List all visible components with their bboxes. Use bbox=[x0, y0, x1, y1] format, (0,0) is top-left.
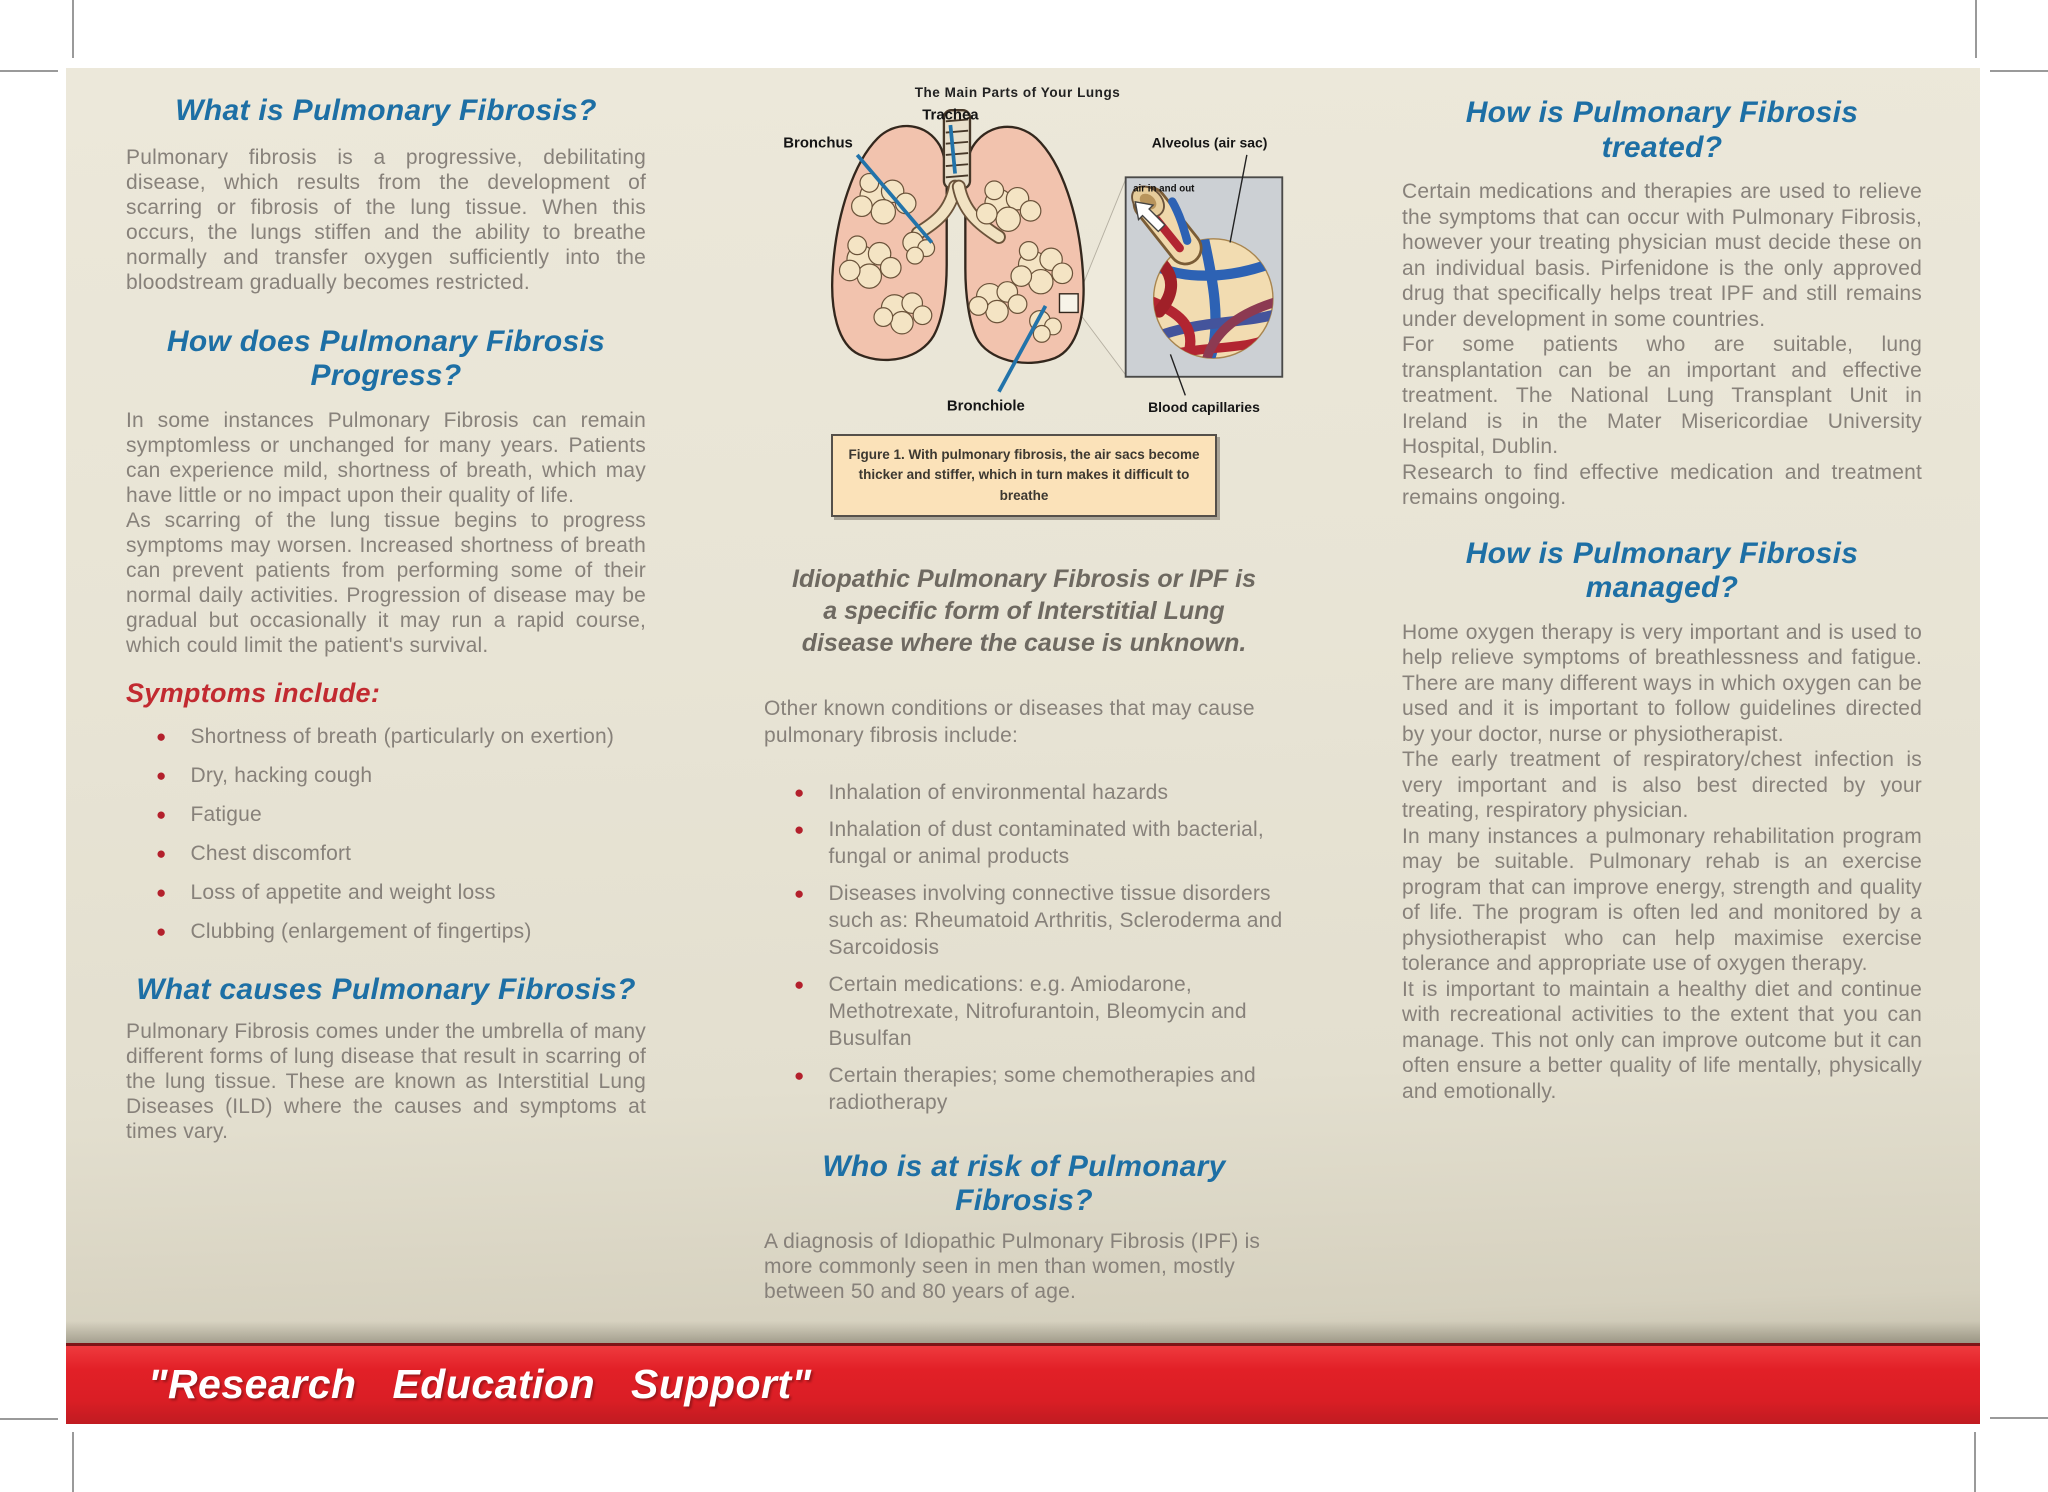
bronchus-label: Bronchus bbox=[783, 135, 853, 152]
bullet-icon: ● bbox=[156, 726, 167, 746]
list-item bbox=[126, 762, 646, 789]
panel-diagram bbox=[704, 68, 1342, 1343]
cause-text: Inhalation of environmental hazards bbox=[828, 780, 1169, 804]
bullet-icon: ● bbox=[794, 974, 805, 994]
alveolus-label: Alveolus (air sac) bbox=[1151, 134, 1268, 151]
heading-risk: Who is at risk of Pulmonary Fibrosis? bbox=[822, 1149, 1226, 1218]
list-item bbox=[764, 880, 1284, 961]
symptom-text: Fatigue bbox=[190, 802, 262, 826]
crop-mark bbox=[0, 70, 58, 72]
panel-what-is bbox=[66, 68, 704, 1343]
paragraph-causes: Pulmonary Fibrosis comes under the umbrella of many different forms of lung disease that result in scarring of the lung tissue. These are known as Interstitial Lung Diseases (ILD) where the causes and symptoms at times vary. bbox=[126, 1020, 646, 1143]
symptoms-list bbox=[126, 723, 646, 945]
alveolus-inset bbox=[1126, 177, 1283, 376]
paragraph-treated-2: For some patients who are suitable, lung transplantation can be an important and effective treatment. The National Lung Transplant Unit in Ireland is in the Mater Misericordiae University Hospital, Dublin. bbox=[1402, 333, 1922, 458]
lungs-diagram bbox=[764, 82, 1286, 418]
paragraph-treated-3: Research to find effective medication and treatment remains ongoing. bbox=[1402, 460, 1922, 509]
list-item bbox=[126, 801, 646, 828]
diagram-title: The Main Parts of Your Lungs bbox=[914, 85, 1121, 101]
symptom-text: Chest discomfort bbox=[190, 841, 352, 865]
tagline-text: "Research Education Support" bbox=[148, 1361, 812, 1407]
paragraph-risk: A diagnosis of Idiopathic Pulmonary Fibrosis (IPF) is more commonly seen in men than women, mostly between 50 and 80 years of age. bbox=[764, 1229, 1261, 1303]
capillaries-label: Blood capillaries bbox=[1148, 399, 1260, 416]
causes-list bbox=[764, 779, 1284, 1116]
crop-mark bbox=[1990, 70, 2048, 72]
cause-text: Diseases involving connective tissue disorders such as: Rheumatoid Arthritis, Scleroderma and Sarcoidosis bbox=[828, 881, 1283, 959]
symptom-text: Shortness of breath (particularly on exertion) bbox=[190, 724, 615, 748]
cause-text: Certain medications: e.g. Amiodarone, Methotrexate, Nitrofurantoin, Bleomycin and Busulfan bbox=[828, 972, 1247, 1050]
bullet-icon: ● bbox=[794, 1065, 805, 1085]
lungs bbox=[832, 107, 1083, 363]
symptom-text: Clubbing (enlargement of fingertips) bbox=[190, 919, 532, 943]
magnifier-cone bbox=[1078, 179, 1126, 375]
paragraph-managed-4: It is important to maintain a healthy diet and continue with recreational activities to the extent that you can manage. This not only can improve outcome but it can often ensure a better quality of life mentally, physically and emotionally. bbox=[1402, 977, 1922, 1103]
bullet-icon: ● bbox=[156, 765, 167, 785]
paragraph-managed-1: Home oxygen therapy is very important and is used to help relieve symptoms of breathlessness and fatigue. There are many different ways in which oxygen can be used and it is important to follow guidelines directed by your doctor, nurse or physiotherapist. bbox=[1402, 620, 1922, 746]
crop-mark bbox=[72, 1432, 74, 1492]
figure-caption: Figure 1. With pulmonary fibrosis, the air sacs become thicker and stiffer, which in turn makes it difficult to breathe bbox=[831, 434, 1217, 517]
bullet-icon: ● bbox=[794, 883, 805, 903]
trachea-label: Trachea bbox=[922, 107, 979, 124]
crop-mark bbox=[1975, 0, 1977, 58]
air-label: air in and out bbox=[1133, 183, 1195, 195]
paragraph-managed-3: In many instances a pulmonary rehabilitation program may be suitable. Pulmonary rehab is an exercise program that can improve energy, strength and quality of life. The program is often led and monitored by a physiotherapist who can help maximise exercise tolerance and appropriate use of oxygen therapy. bbox=[1402, 824, 1922, 975]
bullet-icon: ● bbox=[156, 921, 167, 941]
bronchiole-label: Bronchiole bbox=[946, 398, 1025, 415]
list-item bbox=[126, 723, 646, 750]
heading-progress: How does Pulmonary Fibrosis Progress? bbox=[166, 324, 606, 392]
list-item bbox=[126, 840, 646, 867]
bullet-icon: ● bbox=[156, 804, 167, 824]
bullet-icon: ● bbox=[794, 819, 805, 839]
list-item bbox=[764, 971, 1284, 1052]
bullet-icon: ● bbox=[156, 843, 167, 863]
bullet-icon: ● bbox=[794, 782, 805, 802]
list-item bbox=[126, 918, 646, 945]
paragraph-managed-2: The early treatment of respiratory/chest infection is very important and is also best directed by your treating, respiratory physician. bbox=[1402, 748, 1922, 822]
paragraph-what-is: Pulmonary fibrosis is a progressive, debilitating disease, which results from the development of scarring or fibrosis of the lung tissue. When this occurs, the lungs stiffen and the ability to breathe normally and transfer oxygen sufficiently into the bloodstream gradually becomes restricted. bbox=[126, 145, 646, 294]
list-item bbox=[764, 1062, 1284, 1116]
cause-text: Inhalation of dust contaminated with bacterial, fungal or animal products bbox=[828, 817, 1264, 868]
symptom-text: Dry, hacking cough bbox=[190, 763, 373, 787]
heading-what-is: What is Pulmonary Fibrosis? bbox=[175, 94, 597, 127]
paragraph-progress-2: As scarring of the lung tissue begins to progress symptoms may worsen. Increased shortness of breath can prevent patients from performing some of their normal daily activities. Progression of disease may be gradual but occasionally it may run a rapid course, which could limit the patient's survival. bbox=[126, 508, 646, 657]
magnified-spot bbox=[1059, 294, 1078, 313]
paragraph-progress-1: In some instances Pulmonary Fibrosis can remain symptomless or unchanged for many years. Patients can experience mild, shortness of breath, which may have little or no impact upon their quality of life. bbox=[126, 408, 646, 507]
panel-treatment bbox=[1342, 68, 1980, 1343]
crop-mark bbox=[1974, 1432, 1976, 1492]
heading-treated: How is Pulmonary Fibrosis treated? bbox=[1465, 96, 1859, 164]
bullet-icon: ● bbox=[156, 882, 167, 902]
heading-symptoms: Symptoms include: bbox=[126, 677, 381, 708]
paragraph-treated-1: Certain medications and therapies are used to relieve the symptoms that can occur with Pulmonary Fibrosis, however your treating physician must decide these on an individual basis. Pirfenidone is the only approved drug that specifically helps treat IPF and still remains under development in some countries. bbox=[1402, 180, 1922, 331]
list-item bbox=[764, 816, 1284, 870]
ipf-statement: Idiopathic Pulmonary Fibrosis or IPF is a specific form of Interstitial Lung disease where the cause is unknown. bbox=[792, 564, 1256, 657]
causes-intro: Other known conditions or diseases that may cause pulmonary fibrosis include: bbox=[764, 696, 1255, 747]
brochure-sheet bbox=[66, 68, 1980, 1343]
heading-managed: How is Pulmonary Fibrosis managed? bbox=[1465, 536, 1859, 604]
crop-mark bbox=[1990, 1417, 2048, 1419]
crop-mark bbox=[72, 0, 74, 58]
list-item bbox=[764, 779, 1284, 806]
tagline-banner bbox=[66, 1343, 1980, 1424]
heading-causes: What causes Pulmonary Fibrosis? bbox=[136, 972, 636, 1006]
crop-mark bbox=[0, 1418, 58, 1420]
list-item bbox=[126, 879, 646, 906]
symptom-text: Loss of appetite and weight loss bbox=[190, 880, 496, 904]
cause-text: Certain therapies; some chemotherapies and radiotherapy bbox=[828, 1063, 1256, 1114]
